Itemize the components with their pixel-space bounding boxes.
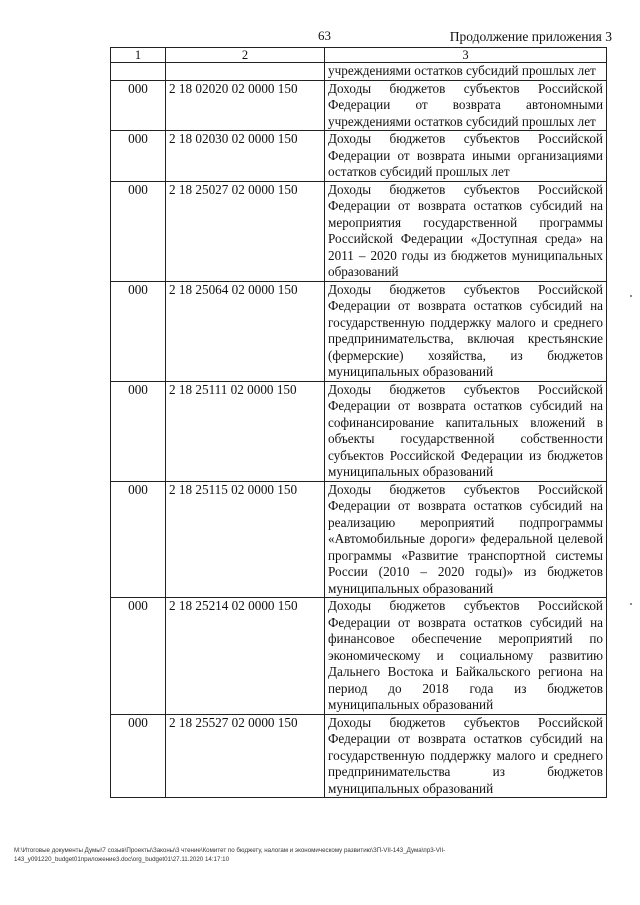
budget-codes-table: [110, 47, 607, 798]
column-header-1: 1: [111, 48, 166, 63]
table-row: [111, 381, 607, 481]
budget-code-cell: [166, 63, 325, 81]
classification-code-cell: 000: [111, 481, 166, 598]
table-row: [111, 181, 607, 281]
classification-code-cell: 000: [111, 131, 166, 182]
scan-speck: [630, 295, 632, 297]
revenue-description-cell: Доходы бюджетов субъектов Российской Федерации от возврата остатков субсидий на государственную поддержку малого и среднего предпринимательства, включая крестьянские (фермерские) хозяйства, из бюджетов муниципальных образований: [325, 281, 607, 381]
budget-code-cell: 2 18 25115 02 0000 150: [166, 481, 325, 598]
classification-code-cell: 000: [111, 181, 166, 281]
page-number: 63: [318, 28, 331, 43]
table-row: [111, 131, 607, 182]
continuation-note: Продолжение приложения 3: [449, 29, 612, 44]
classification-code-cell: [111, 63, 166, 81]
budget-code-cell: 2 18 25214 02 0000 150: [166, 598, 325, 715]
column-header-3: 3: [325, 48, 607, 63]
revenue-description-cell: Доходы бюджетов субъектов Российской Федерации от возврата иными организациями остатков субсидий прошлых лет: [325, 131, 607, 182]
column-header-2: 2: [166, 48, 325, 63]
budget-code-cell: 2 18 25027 02 0000 150: [166, 181, 325, 281]
table-row: [111, 63, 607, 81]
table-row: [111, 714, 607, 798]
budget-code-cell: 2 18 25064 02 0000 150: [166, 281, 325, 381]
scan-speck: [630, 603, 632, 605]
budget-code-cell: 2 18 25111 02 0000 150: [166, 381, 325, 481]
budget-code-cell: 2 18 02030 02 0000 150: [166, 131, 325, 182]
classification-code-cell: 000: [111, 381, 166, 481]
table-row: [111, 281, 607, 381]
revenue-description-cell: Доходы бюджетов субъектов Российской Федерации от возврата остатков субсидий на государственную поддержку малого и среднего предпринимательства из бюджетов муниципальных образований: [325, 714, 607, 798]
budget-code-cell: 2 18 02020 02 0000 150: [166, 80, 325, 131]
table-row: [111, 598, 607, 715]
table-header-row: [111, 48, 607, 63]
table-row: [111, 80, 607, 131]
table-row: [111, 481, 607, 598]
classification-code-cell: 000: [111, 281, 166, 381]
revenue-description-cell: Доходы бюджетов субъектов Российской Федерации от возврата остатков субсидий на реализацию мероприятий подпрограммы «Автомобильные дороги» федеральной целевой программы «Развитие транспортной системы России (2010 – 2020 годы)» из бюджетов муниципальных образований: [325, 481, 607, 598]
classification-code-cell: 000: [111, 598, 166, 715]
revenue-description-cell: Доходы бюджетов субъектов Российской Федерации от возврата остатков субсидий на финансовое обеспечение мероприятий по экономическому и социальному развитию Дальнего Востока и Байкальского региона на период до 2018 года из бюджетов муниципальных образований: [325, 598, 607, 715]
revenue-description-cell: Доходы бюджетов субъектов Российской Федерации от возврата остатков субсидий на мероприятия государственной программы Российской Федерации «Доступная среда» на 2011 – 2020 годы из бюджетов муниципальных образований: [325, 181, 607, 281]
document-path-footer: М:\Итоговые документы Думы\7 созыв\Проекты\Законы\3 чтение\Комитет по бюджету, налогам и экономическому развитию\ЗП-VII-143_Дума\пр3-VII-143_у091220_budget01приложение3.doc\org_budget01\27.11.2020 14:17:10: [14, 847, 446, 863]
revenue-description-cell: Доходы бюджетов субъектов Российской Федерации от возврата автономными учреждениями остатков субсидий прошлых лет: [325, 80, 607, 131]
revenue-description-cell: учреждениями остатков субсидий прошлых лет: [325, 63, 607, 81]
budget-code-cell: 2 18 25527 02 0000 150: [166, 714, 325, 798]
classification-code-cell: 000: [111, 714, 166, 798]
classification-code-cell: 000: [111, 80, 166, 131]
revenue-description-cell: Доходы бюджетов субъектов Российской Федерации от возврата остатков субсидий на софинансирование капитальных вложений в объекты государственной собственности субъектов Российской Федерации из бюджетов муниципальных образований: [325, 381, 607, 481]
table-body: [111, 63, 607, 798]
